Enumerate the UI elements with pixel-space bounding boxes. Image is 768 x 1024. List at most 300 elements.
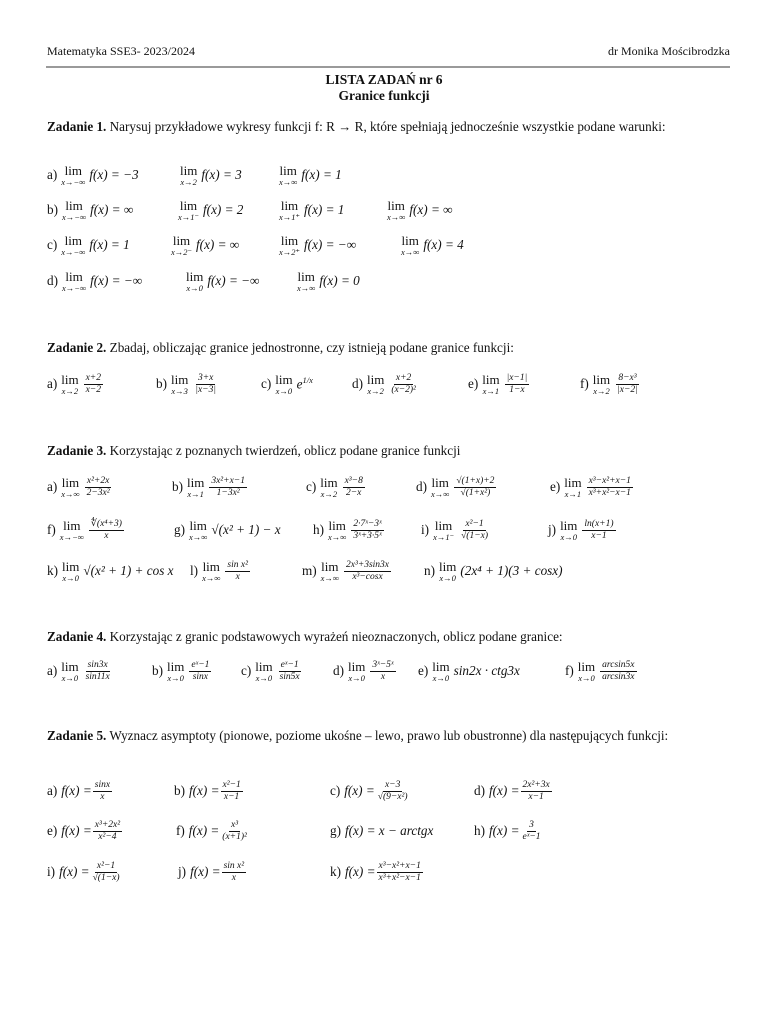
- exercise-row: [0, 515, 768, 545]
- lim-word: lim: [61, 658, 79, 674]
- item-label: d): [352, 376, 363, 391]
- exercise-item: [474, 776, 553, 806]
- lim-subscript: x→0: [62, 572, 79, 583]
- lim-word: lim: [328, 517, 346, 533]
- lim-word: lim: [434, 517, 453, 533]
- limit-operator: [61, 373, 78, 396]
- numerator: x²+2x: [86, 476, 110, 487]
- exercise-item: [176, 816, 250, 846]
- denominator: 2−x: [346, 487, 362, 498]
- expression: sin2x · ctg3x: [453, 663, 520, 678]
- numerator: 3x²+x−1: [211, 476, 245, 487]
- exercise-item: [47, 656, 113, 686]
- numerator: x³−8: [344, 476, 363, 487]
- fraction: [84, 373, 103, 395]
- fraction: [587, 476, 633, 498]
- exercise-item: [186, 266, 259, 296]
- limit-operator: [560, 519, 577, 542]
- exercise-row: [0, 369, 768, 399]
- task-1-heading: Zadanie 1.: [47, 119, 107, 134]
- limit-operator: [297, 270, 315, 293]
- lim-subscript: x→−∞: [61, 246, 86, 257]
- item-label: a): [47, 479, 58, 494]
- task-4-heading: Zadanie 4.: [47, 629, 107, 644]
- lim-subscript: x→0: [186, 282, 203, 293]
- numerator: x²−1: [222, 780, 241, 791]
- header-course: Matematyka SSE3- 2023/2024: [47, 44, 195, 58]
- exercise-row: [0, 195, 768, 225]
- lim-subscript: x→0: [167, 672, 184, 683]
- expression: f(x) = 1: [89, 237, 130, 252]
- lim-word: lim: [482, 371, 500, 387]
- lim-word: lim: [320, 474, 338, 490]
- lim-word: lim: [432, 658, 450, 674]
- exercise-item: [261, 369, 313, 399]
- lim-word: lim: [275, 371, 293, 387]
- exercise-item: [565, 656, 638, 686]
- denominator: |x−2|: [617, 384, 638, 395]
- limit-operator: [348, 660, 365, 683]
- limit-operator: [321, 560, 339, 583]
- numerator: sin x²: [227, 560, 248, 571]
- denominator: x: [235, 571, 240, 582]
- numerator: x+2: [395, 373, 412, 384]
- lim-subscript: x→−∞: [62, 282, 87, 293]
- task-5-heading: Zadanie 5.: [47, 728, 107, 743]
- exercise-item: [416, 472, 497, 502]
- expression: $e^{1/x}$: [296, 375, 313, 392]
- numerator: √(1+x)+2: [456, 476, 495, 487]
- item-label: k): [330, 864, 341, 879]
- numerator: x²−1: [465, 519, 484, 530]
- fraction: [344, 560, 391, 582]
- fraction: [193, 373, 218, 395]
- item-label: h): [474, 823, 485, 838]
- fraction: [221, 780, 243, 802]
- exercise-item: [302, 556, 392, 586]
- lim-subscript: x→2: [61, 385, 79, 396]
- exercise-item: [352, 369, 419, 399]
- fraction: [521, 780, 552, 802]
- fraction: [582, 519, 615, 541]
- expression: f(x) = 1: [301, 167, 342, 182]
- expression: f(x) = −∞: [90, 273, 143, 288]
- lim-subscript: x→2: [180, 176, 197, 187]
- numerator: x²−1: [96, 861, 116, 872]
- exercise-item: [279, 195, 344, 225]
- limit-operator: [401, 234, 419, 257]
- exercise-item: [156, 369, 219, 399]
- function-lhs: f(x) =: [61, 783, 92, 798]
- task-2-instruction: Zbadaj, obliczając granice jednostronne, czy istnieją podane granice funkcji:: [106, 340, 514, 355]
- denominator: eˣ−1: [522, 831, 541, 842]
- lim-subscript: x→−∞: [61, 176, 86, 187]
- lim-word: lim: [202, 558, 220, 574]
- exercise-item: [330, 857, 424, 887]
- denominator: x³+x²−x−1: [378, 872, 421, 883]
- exercise-item: [47, 369, 104, 399]
- numerator: ∜(x⁴+3): [90, 519, 122, 530]
- limit-operator: [62, 199, 86, 222]
- limit-operator: [439, 560, 456, 583]
- denominator: x−1: [591, 530, 607, 541]
- denominator: 1−x: [509, 384, 525, 395]
- lim-word: lim: [367, 371, 385, 387]
- exercise-row: [0, 656, 768, 686]
- lim-word: lim: [280, 197, 299, 213]
- item-label: d): [333, 663, 344, 678]
- limit-operator: [593, 373, 610, 396]
- limit-operator: [178, 199, 199, 222]
- numerator: |x−1|: [506, 373, 528, 384]
- exercise-item: [279, 160, 342, 190]
- fraction: [220, 820, 249, 842]
- exercise-item: [174, 515, 281, 545]
- exercise-item: [47, 816, 123, 846]
- lim-subscript: x→1: [564, 488, 582, 499]
- exercise-item: [550, 472, 634, 502]
- limit-operator: [167, 660, 184, 683]
- denominator: 2−3x²: [86, 487, 110, 498]
- lim-subscript: x→∞: [297, 282, 316, 293]
- item-label: e): [418, 663, 429, 678]
- denominator: x−1: [528, 791, 544, 802]
- limit-operator: [60, 519, 84, 542]
- exercise-item: [47, 515, 125, 545]
- exercise-item: [47, 230, 130, 260]
- item-label: b): [174, 783, 185, 798]
- exercise-item: [47, 776, 113, 806]
- limit-operator: [187, 476, 204, 499]
- function-lhs: f(x) =: [61, 823, 92, 838]
- item-label: d): [416, 479, 427, 494]
- lim-subscript: x→2: [367, 385, 384, 396]
- numerator: eˣ−1: [280, 660, 299, 671]
- lim-word: lim: [171, 371, 189, 387]
- item-label: f): [580, 376, 589, 391]
- exercise-item: [306, 472, 366, 502]
- lim-subscript: x→2: [593, 385, 610, 396]
- fraction: [85, 476, 112, 498]
- item-label: b): [172, 479, 183, 494]
- lim-word: lim: [65, 197, 83, 213]
- exercise-item: [474, 816, 544, 846]
- lim-word: lim: [280, 232, 299, 248]
- expression: f(x) = −3: [89, 167, 139, 182]
- item-label: c): [47, 237, 58, 252]
- limit-operator: [328, 519, 346, 542]
- lim-subscript: x→0: [255, 672, 273, 683]
- denominator: (x+1)²: [222, 831, 247, 842]
- exercise-item: [330, 776, 411, 806]
- item-label: l): [190, 563, 199, 578]
- denominator: x: [231, 872, 236, 883]
- item-label: e): [47, 823, 58, 838]
- exercise-item: [401, 230, 464, 260]
- exercise-row: [0, 472, 768, 502]
- exercise-row: [0, 816, 768, 846]
- limit-operator: [171, 234, 192, 257]
- item-label: f): [176, 823, 185, 838]
- exercise-row: [0, 266, 768, 296]
- denominator: x³+x²−x−1: [588, 487, 631, 498]
- item-label: c): [241, 663, 252, 678]
- fraction: [91, 861, 122, 883]
- denominator: √(1+x²): [460, 487, 491, 498]
- numerator: x³: [231, 820, 239, 831]
- limit-operator: [255, 660, 272, 683]
- exercise-item: [241, 656, 303, 686]
- function-lhs: f(x) =: [345, 864, 376, 879]
- limit-operator: [171, 373, 188, 396]
- lim-word: lim: [431, 474, 449, 490]
- exercise-item: [47, 160, 139, 190]
- denominator: sin11x: [85, 671, 110, 682]
- lim-word: lim: [180, 162, 198, 178]
- fraction: [351, 519, 383, 541]
- lim-word: lim: [64, 232, 82, 248]
- lim-subscript: x→∞: [61, 488, 80, 499]
- denominator: x: [380, 671, 386, 682]
- item-label: b): [156, 376, 167, 391]
- lim-word: lim: [321, 558, 339, 574]
- function-lhs: f(x) =: [489, 783, 520, 798]
- task-3-text: [47, 442, 727, 460]
- limit-operator: [189, 519, 207, 542]
- lim-subscript: x→2⁻: [171, 246, 193, 257]
- exercise-row: [0, 556, 768, 586]
- fraction: [278, 660, 302, 682]
- exercise-item: [330, 816, 433, 846]
- denominator: 1−3x²: [216, 487, 240, 498]
- numerator: x−3: [384, 780, 401, 791]
- limit-operator: [367, 373, 384, 396]
- exercise-row: [0, 160, 768, 190]
- numerator: x³−x²+x−1: [588, 476, 631, 487]
- expression: (2x⁴ + 1)(3 + cosx): [460, 563, 563, 578]
- lim-word: lim: [179, 197, 198, 213]
- item-label: a): [47, 167, 58, 182]
- exercise-row: [0, 230, 768, 260]
- numerator: x+2: [85, 373, 101, 384]
- limit-operator: [431, 476, 449, 499]
- exercise-item: [47, 195, 133, 225]
- item-label: c): [306, 479, 317, 494]
- lim-word: lim: [187, 474, 205, 490]
- function-lhs: f(x) =: [189, 783, 220, 798]
- fraction: [222, 861, 247, 883]
- header-rule: [46, 66, 730, 68]
- lim-subscript: x→0: [61, 672, 79, 683]
- denominator: √(1−x): [461, 530, 488, 541]
- exercise-item: [297, 266, 360, 296]
- lim-word: lim: [172, 232, 191, 248]
- denominator: sin5x: [279, 671, 300, 682]
- lim-subscript: x→∞: [401, 246, 420, 257]
- fraction: [225, 560, 250, 582]
- task-1-text: [47, 118, 727, 136]
- lim-word: lim: [279, 162, 297, 178]
- item-label: e): [468, 376, 479, 391]
- lim-subscript: x→−∞: [62, 211, 87, 222]
- exercise-item: [47, 266, 142, 296]
- task-2-heading: Zadanie 2.: [47, 340, 107, 355]
- lim-word: lim: [577, 658, 596, 674]
- item-label: d): [474, 783, 485, 798]
- numerator: sin3x: [87, 660, 108, 671]
- limit-operator: [62, 270, 86, 293]
- item-label: b): [47, 202, 58, 217]
- fraction: [84, 660, 112, 682]
- lim-subscript: x→0: [275, 385, 293, 396]
- exercise-item: [424, 556, 563, 586]
- lim-word: lim: [297, 268, 315, 284]
- denominator: arcsin3x: [602, 671, 635, 682]
- numerator: arcsin5x: [602, 660, 635, 671]
- exercise-item: [47, 472, 113, 502]
- denominator: (x−2)²: [391, 384, 416, 395]
- task-1-instruction: Narysuj przykładowe wykresy funkcji f: R → R, które spełniają jednocześnie wszystkie podane warunki:: [106, 119, 666, 134]
- lim-subscript: x→0: [348, 672, 365, 683]
- numerator: ln(x+1): [584, 519, 614, 530]
- expression: f(x) = 0: [319, 273, 360, 288]
- fraction: [89, 519, 124, 541]
- fraction: [521, 820, 543, 842]
- expression: f(x) = 4: [423, 237, 464, 252]
- task-4-text: [47, 628, 727, 646]
- numerator: x³+2x²: [94, 820, 121, 831]
- limit-operator: [482, 373, 499, 396]
- lim-subscript: x→0: [578, 672, 595, 683]
- item-label: f): [47, 522, 56, 537]
- lim-word: lim: [592, 371, 611, 387]
- exercise-item: [47, 556, 173, 586]
- lim-subscript: x→1⁻: [178, 211, 200, 222]
- limit-operator: [61, 234, 85, 257]
- item-label: f): [565, 663, 574, 678]
- item-label: e): [550, 479, 561, 494]
- denominator: sinx: [192, 671, 209, 682]
- limit-operator: [202, 560, 220, 583]
- fraction: [93, 780, 112, 802]
- exponent: 1/x: [302, 375, 313, 386]
- numerator: 2x³+3sin3x: [346, 560, 390, 571]
- exercise-row: [0, 776, 768, 806]
- exercise-item: [171, 230, 239, 260]
- lim-subscript: x→3: [171, 385, 188, 396]
- exercise-item: [172, 472, 248, 502]
- exercise-item: [178, 195, 243, 225]
- task-4-instruction: Korzystając z granic podstawowych wyrażeń nieoznaczonych, oblicz podane granice:: [106, 629, 563, 644]
- limit-operator: [279, 234, 300, 257]
- function-lhs: f(x) =: [344, 783, 375, 798]
- fraction: [377, 861, 423, 883]
- expression: f(x) = −∞: [304, 237, 357, 252]
- header-author: dr Monika Mościbrodzka: [608, 44, 730, 58]
- fraction: [93, 820, 122, 842]
- denominator: x: [100, 791, 105, 802]
- lim-subscript: x→∞: [320, 572, 339, 583]
- limit-operator: [432, 660, 449, 683]
- limit-operator: [180, 164, 197, 187]
- numerator: 3+x: [197, 373, 214, 384]
- exercise-item: [418, 656, 520, 686]
- lim-subscript: x→∞: [387, 211, 406, 222]
- exercise-item: [333, 656, 397, 686]
- numerator: x³−x²+x−1: [378, 861, 421, 872]
- fraction: [505, 373, 530, 395]
- lim-word: lim: [401, 232, 419, 248]
- denominator: x³−cosx: [352, 571, 383, 582]
- lim-subscript: x→−∞: [59, 531, 84, 542]
- function-lhs: f(x) =: [188, 823, 220, 838]
- lim-word: lim: [61, 474, 80, 490]
- item-label: j): [178, 864, 187, 879]
- expression: f(x) = 2: [203, 202, 244, 217]
- exercise-item: [387, 195, 453, 225]
- limit-operator: [61, 164, 85, 187]
- limit-operator: [320, 476, 337, 499]
- limit-operator: [62, 560, 79, 583]
- lim-word: lim: [61, 371, 79, 387]
- exercise-row: [0, 857, 768, 887]
- denominator: 3ˣ+3·5ˣ: [353, 530, 382, 541]
- lim-word: lim: [439, 558, 457, 574]
- task-3-heading: Zadanie 3.: [47, 443, 107, 458]
- limit-operator: [578, 660, 595, 683]
- exercise-item: [468, 369, 530, 399]
- item-label: j): [548, 522, 557, 537]
- lim-subscript: x→2⁺: [279, 246, 301, 257]
- limit-operator: [279, 199, 300, 222]
- function-lhs: f(x) =: [59, 864, 90, 879]
- lim-subscript: x→∞: [328, 531, 347, 542]
- item-label: a): [47, 783, 58, 798]
- exercise-item: [178, 857, 247, 887]
- expression: f(x) = −∞: [207, 273, 260, 288]
- numerator: 2x²+3x: [522, 780, 550, 791]
- expression: √(x² + 1) − x: [211, 522, 281, 537]
- numerator: 2·7ˣ−3ˣ: [353, 519, 382, 530]
- item-label: i): [421, 522, 430, 537]
- lim-subscript: x→1: [482, 385, 500, 396]
- page-title: LISTA ZADAŃ nr 6: [325, 72, 443, 87]
- numerator: 3ˣ−5ˣ: [372, 660, 394, 671]
- lim-word: lim: [348, 658, 366, 674]
- item-label: n): [424, 563, 435, 578]
- limit-operator: [186, 270, 203, 293]
- task-3-instruction: Korzystając z poznanych twierdzeń, oblicz podane granice funkcji: [106, 443, 461, 458]
- lim-word: lim: [62, 558, 80, 574]
- lim-word: lim: [189, 517, 207, 533]
- denominator: x−2: [85, 384, 101, 395]
- expression: f(x) = 1: [304, 202, 345, 217]
- exercise-item: [190, 556, 251, 586]
- limit-operator: [61, 476, 79, 499]
- item-label: g): [174, 522, 185, 537]
- fraction: [343, 476, 365, 498]
- lim-subscript: x→0: [560, 531, 577, 542]
- expression: f(x) = ∞: [196, 237, 240, 252]
- denominator: √(1−x): [92, 872, 120, 883]
- function-lhs: f(x) =: [489, 823, 520, 838]
- item-label: h): [313, 522, 324, 537]
- denominator: x: [104, 530, 109, 541]
- lim-word: lim: [186, 268, 204, 284]
- lim-word: lim: [387, 197, 405, 213]
- lim-word: lim: [560, 517, 578, 533]
- fraction: [389, 373, 418, 395]
